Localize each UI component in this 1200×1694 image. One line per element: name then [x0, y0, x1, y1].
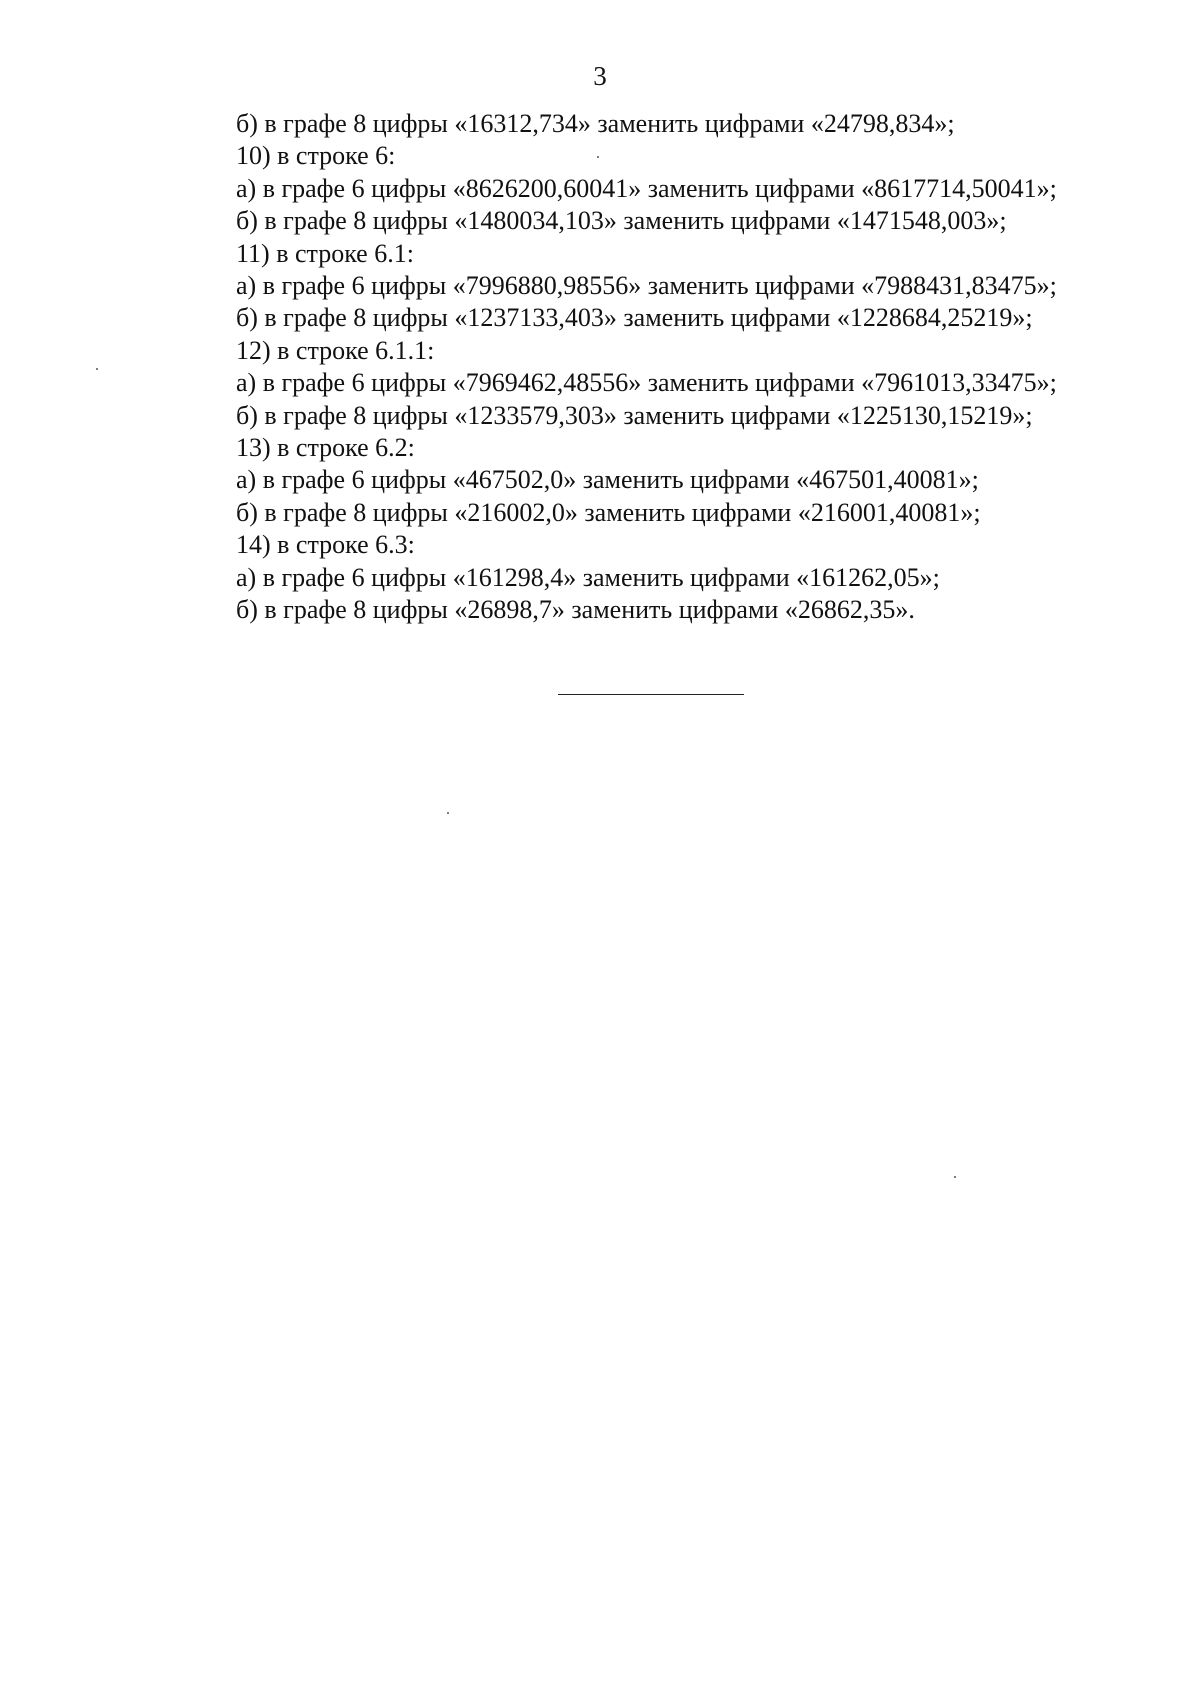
amendment-line: а) в графе 6 цифры «8626200,60041» заменить цифрами «8617714,50041»; — [236, 173, 1057, 203]
amendments-list — [236, 108, 1176, 627]
amendment-line: 11) в строке 6.1: — [236, 238, 414, 268]
amendment-line: б) в графе 8 цифры «16312,734» заменить цифрами «24798,834»; — [236, 109, 955, 138]
amendment-line: б) в графе 8 цифры «26898,7» заменить цифрами «26862,35». — [236, 595, 915, 625]
scan-speck — [597, 156, 599, 158]
amendment-line: б) в графе 8 цифры «1480034,103» заменить цифрами «1471548,003»; — [236, 206, 1007, 236]
scan-speck — [954, 1176, 956, 1178]
amendment-line: б) в графе 8 цифры «1233579,303» заменить цифрами «1225130,15219»; — [236, 400, 1033, 430]
amendment-line: а) в графе 6 цифры «161298,4» заменить цифрами «161262,05»; — [236, 562, 940, 592]
end-divider — [558, 694, 744, 695]
amendment-line: б) в графе 8 цифры «216002,0» заменить цифрами «216001,40081»; — [236, 497, 981, 527]
amendment-line: 13) в строке 6.2: — [236, 433, 415, 463]
scan-speck — [96, 368, 98, 370]
amendment-line: 14) в строке 6.3: — [236, 530, 415, 560]
amendment-line: а) в графе 6 цифры «7996880,98556» заменить цифрами «7988431,83475»; — [236, 271, 1057, 301]
amendment-line: а) в графе 6 цифры «467502,0» заменить цифрами «467501,40081»; — [236, 465, 979, 495]
scan-speck — [447, 812, 449, 814]
amendment-line: б) в графе 8 цифры «1237133,403» заменить цифрами «1228684,25219»; — [236, 303, 1033, 333]
amendment-line: 12) в строке 6.1.1: — [236, 335, 435, 365]
amendment-line: а) в графе 6 цифры «7969462,48556» заменить цифрами «7961013,33475»; — [236, 368, 1057, 398]
amendment-line: 10) в строке 6: — [236, 141, 396, 171]
page-number: 3 — [593, 61, 607, 91]
